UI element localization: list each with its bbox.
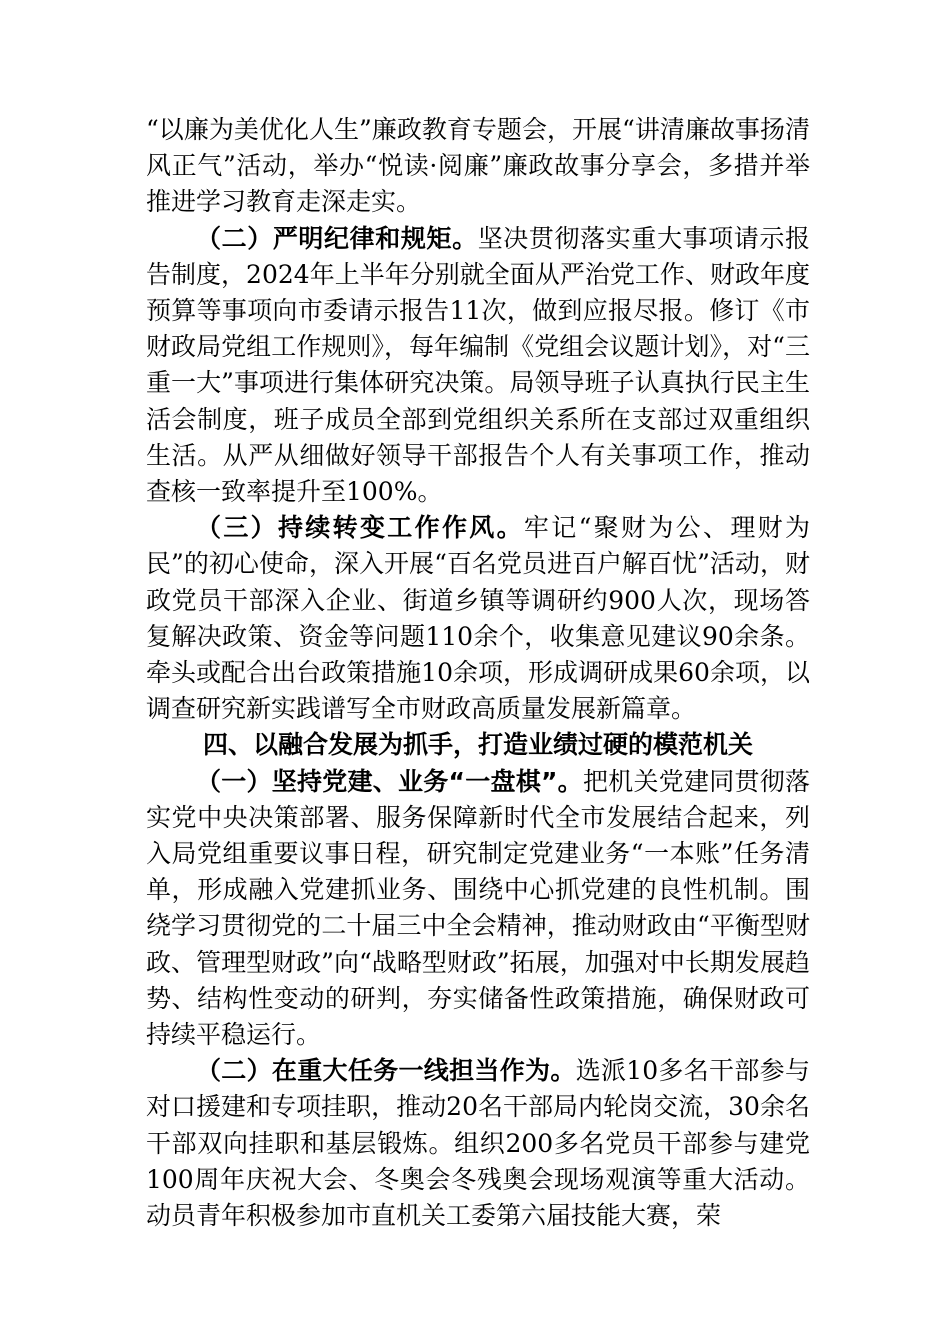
paragraph-one-chessboard — [146, 764, 810, 1054]
document-page — [146, 112, 810, 1234]
paragraph-work-style — [146, 510, 810, 727]
paragraph-major-tasks — [146, 1053, 810, 1234]
paragraph-work-style-lead: （三）持续转变工作作风。 — [196, 513, 524, 543]
paragraph-intro-text: “以廉为美优化人生”廉政教育专题会，开展“讲清廉故事扬清风正气”活动，举办“悦读·阅廉”廉政故事分享会，多措并举推进学习教育走深走实。 — [146, 115, 810, 217]
paragraph-one-chessboard-body: 把机关党建同贯彻落实党中央决策部署、服务保障新时代全市发展结合起来，列入局党组重要议事日程，研究制定党建业务“一本账”任务清单，形成融入党建抓业务、围绕中心抓党建的良性机制。围绕学习贯彻党的二十届三中全会精神，推动财政由“平衡型财政、管理型财政”向“战略型财政”拓展，加强对中长期发展趋势、结构性变动的研判，夯实储备性政策措施，确保财政可持续平稳运行。 — [146, 766, 810, 1050]
paragraph-major-tasks-lead: （二）在重大任务一线担当作为。 — [196, 1056, 576, 1086]
paragraph-intro — [146, 112, 810, 221]
section-heading: 四、以融合发展为抓手，打造业绩过硬的模范机关 — [202, 730, 753, 760]
paragraph-major-tasks-body: 选派10多名干部参与对口援建和专项挂职，推动20名干部局内轮岗交流，30余名干部双向挂职和基层锻炼。组织200多名党员干部参与建党100周年庆祝大会、冬奥会冬残奥会现场观演等重大活动。动员青年积极参加市直机关工委第六届技能大赛，荣 — [146, 1056, 810, 1231]
paragraph-discipline-body: 坚决贯彻落实重大事项请示报告制度，2024年上半年分别就全面从严治党工作、财政年度预算等事项向市委请示报告11次，做到应报尽报。修订《市财政局党组工作规则》，每年编制《党组会议题计划》，对“三重一大”事项进行集体研究决策。局领导班子认真执行民主生活会制度，班子成员全部到党组织关系所在支部过双重组织生活。从严从细做好领导干部报告个人有关事项工作，推动查核一致率提升至100%。 — [146, 223, 810, 507]
paragraph-work-style-body: 牢记“聚财为公、理财为民”的初心使命，深入开展“百名党员进百户解百忧”活动，财政党员干部深入企业、街道乡镇等调研约900人次，现场答复解决政策、资金等问题110余个，收集意见建议90余条。牵头或配合出台政策措施10余项，形成调研成果60余项，以调查研究新实践谱写全市财政高质量发展新篇章。 — [146, 513, 810, 724]
paragraph-discipline-lead: （二）严明纪律和规矩。 — [196, 223, 478, 253]
paragraph-discipline — [146, 221, 810, 511]
paragraph-one-chessboard-lead: （一）坚持党建、业务“一盘棋”。 — [196, 766, 583, 796]
